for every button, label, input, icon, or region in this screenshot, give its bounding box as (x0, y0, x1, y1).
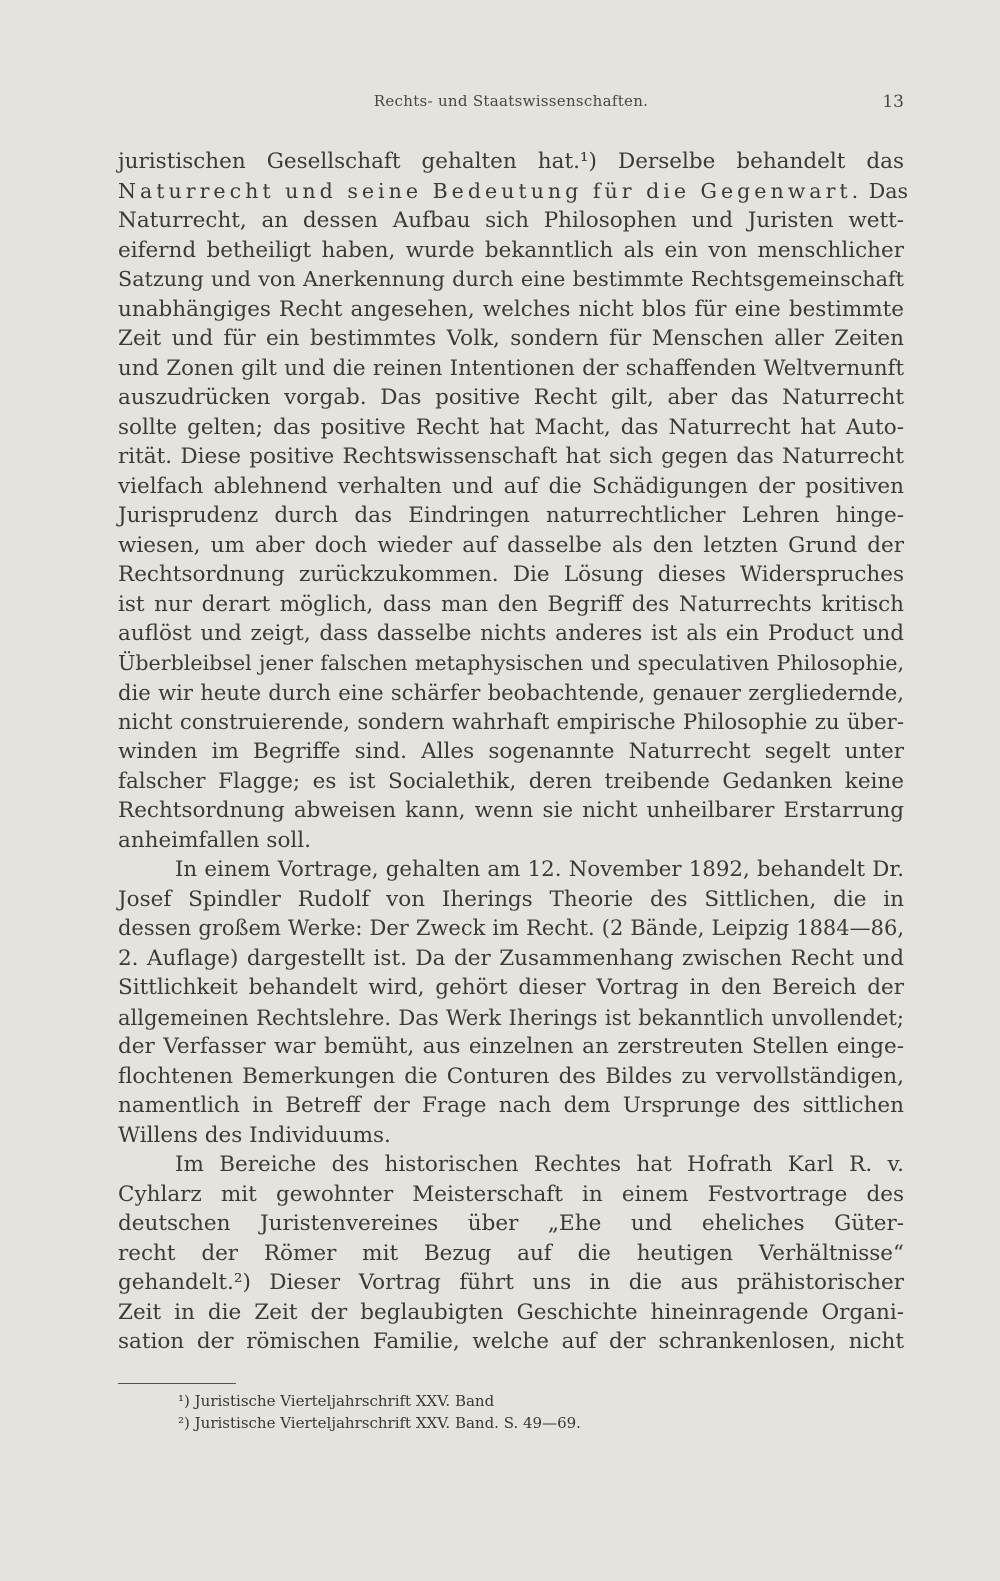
text-line: Naturrecht, an dessen Aufbau sich Philosophen und Juristen wett- (118, 208, 904, 233)
text-line: auszudrücken vorgab. Das positive Recht gilt, aber das Naturrecht (118, 385, 904, 410)
text-line: Überbleibsel jener falschen metaphysischen und speculativen Philosophie, (118, 650, 904, 675)
text-line: Zeit und für ein bestimmtes Volk, sondern für Menschen aller Zeiten (118, 326, 904, 351)
footnote-divider (118, 1383, 236, 1384)
text-line: die wir heute durch eine schärfer beobachtende, genauer zergliedernde, (118, 680, 904, 705)
text-line: Zeit in die Zeit der beglaubigten Geschichte hineinragende Organi- (118, 1299, 904, 1325)
footnotes (178, 1390, 878, 1434)
text-line: Im Bereiche des historischen Rechtes hat Hofrath Karl R. v. (175, 1152, 904, 1177)
footnote (178, 1390, 878, 1412)
text-line: Jurisprudenz durch das Eindringen naturrechtlicher Lehren hinge- (118, 503, 904, 528)
footnote (178, 1412, 878, 1434)
running-head (118, 92, 904, 116)
text-line: falscher Flagge; es ist Socialethik, deren treibende Gedanken keine (118, 768, 904, 794)
text-line: eifernd betheiligt haben, wurde bekanntlich als ein von menschlicher (118, 237, 904, 263)
footnote-text: Juristische Vierteljahrschrift XXV. Band (194, 1392, 495, 1410)
text-line: ist nur derart möglich, dass man den Begriff des Naturrechts kritisch (118, 591, 904, 617)
text-line: Josef Spindler Rudolf von Iherings Theorie des Sittlichen, die in (118, 886, 904, 912)
text-line: sollte gelten; das positive Recht hat Macht, das Naturrecht hat Auto- (118, 414, 904, 440)
footnote-text: Juristische Vierteljahrschrift XXV. Band. S. 49—69. (194, 1414, 581, 1432)
text-line: Willens des Individuums. (118, 1122, 391, 1148)
text-line: Satzung und von Anerkennung durch eine bestimmte Rechtsgemeinschaft (118, 267, 904, 291)
page-number: 13 (882, 92, 904, 112)
text-line: Naturrecht und seine Bedeutung für die Gegenwart. Das (118, 178, 909, 203)
text-line: Rechtsordnung zurückzukommen. Die Lösung dieses Widerspruches (118, 562, 904, 587)
footnote-marker: ²) (178, 1414, 190, 1432)
text-line: juristischen Gesellschaft gehalten hat.¹) Derselbe behandelt das (118, 149, 904, 174)
text-line: rität. Diese positive Rechtswissenschaft hat sich gegen das Naturrecht (118, 444, 904, 469)
text-line: Cyhlarz mit gewohnter Meisterschaft in einem Festvortrage des (118, 1181, 904, 1207)
text-line: auflöst und zeigt, dass dasselbe nichts anderes ist als ein Product und (118, 621, 904, 646)
text-line: namentlich in Betreff der Frage nach dem Ursprunge des sittlichen (118, 1093, 904, 1118)
text-line: deutschen Juristenvereines über „Ehe und eheliches Güter- (118, 1211, 904, 1236)
text-line: winden im Begriffe sind. Alles sogenannte Naturrecht segelt unter (118, 739, 904, 764)
text-line: allgemeinen Rechtslehre. Das Werk Iherings ist bekanntlich unvollendet; (118, 1004, 904, 1030)
text-line: sation der römischen Familie, welche auf der schrankenlosen, nicht (118, 1329, 904, 1354)
text-line: Sittlichkeit behandelt wird, gehört dieser Vortrag in den Bereich der (118, 975, 904, 1000)
text-line: recht der Römer mit Bezug auf die heutigen Verhältnisse“ (118, 1240, 904, 1266)
text-line: gehandelt.²) Dieser Vortrag führt uns in die aus prähistorischer (118, 1270, 904, 1295)
text-line: wiesen, um aber doch wieder auf dasselbe als den letzten Grund der (118, 532, 904, 558)
text-line: flochtenen Bemerkungen die Conturen des Bildes zu vervollständigen, (118, 1063, 904, 1089)
text-line: der Verfasser war bemüht, aus einzelnen an zerstreuten Stellen einge- (118, 1034, 904, 1059)
footnote-marker: ¹) (178, 1392, 190, 1410)
text-line: 2. Auflage) dargestellt ist. Da der Zusammenhang zwischen Recht und (118, 945, 904, 971)
text-line: In einem Vortrage, gehalten am 12. November 1892, behandelt Dr. (175, 857, 904, 882)
body-text (118, 147, 909, 1357)
text-line: nicht construierende, sondern wahrhaft empirische Philosophie zu über- (118, 709, 904, 735)
text-line: dessen großem Werke: Der Zweck im Recht. (2 Bände, Leipzig 1884—86, (118, 916, 904, 940)
text-line: anheimfallen soll. (118, 827, 311, 853)
text-line: Rechtsordnung abweisen kann, wenn sie nicht unheilbarer Erstarrung (118, 798, 904, 823)
text-line: und Zonen gilt und die reinen Intentionen der schaffenden Weltvernunft (118, 355, 904, 381)
text-line: vielfach ablehnend verhalten und auf die Schädigungen der positiven (118, 473, 904, 499)
text-line: unabhängiges Recht angesehen, welches nicht blos für eine bestimmte (118, 296, 904, 322)
running-title: Rechts- und Staatswissenschaften. (373, 92, 649, 110)
spaced-phrase: Naturrecht und seine Bedeutung für die Gegenwart. (118, 178, 863, 203)
